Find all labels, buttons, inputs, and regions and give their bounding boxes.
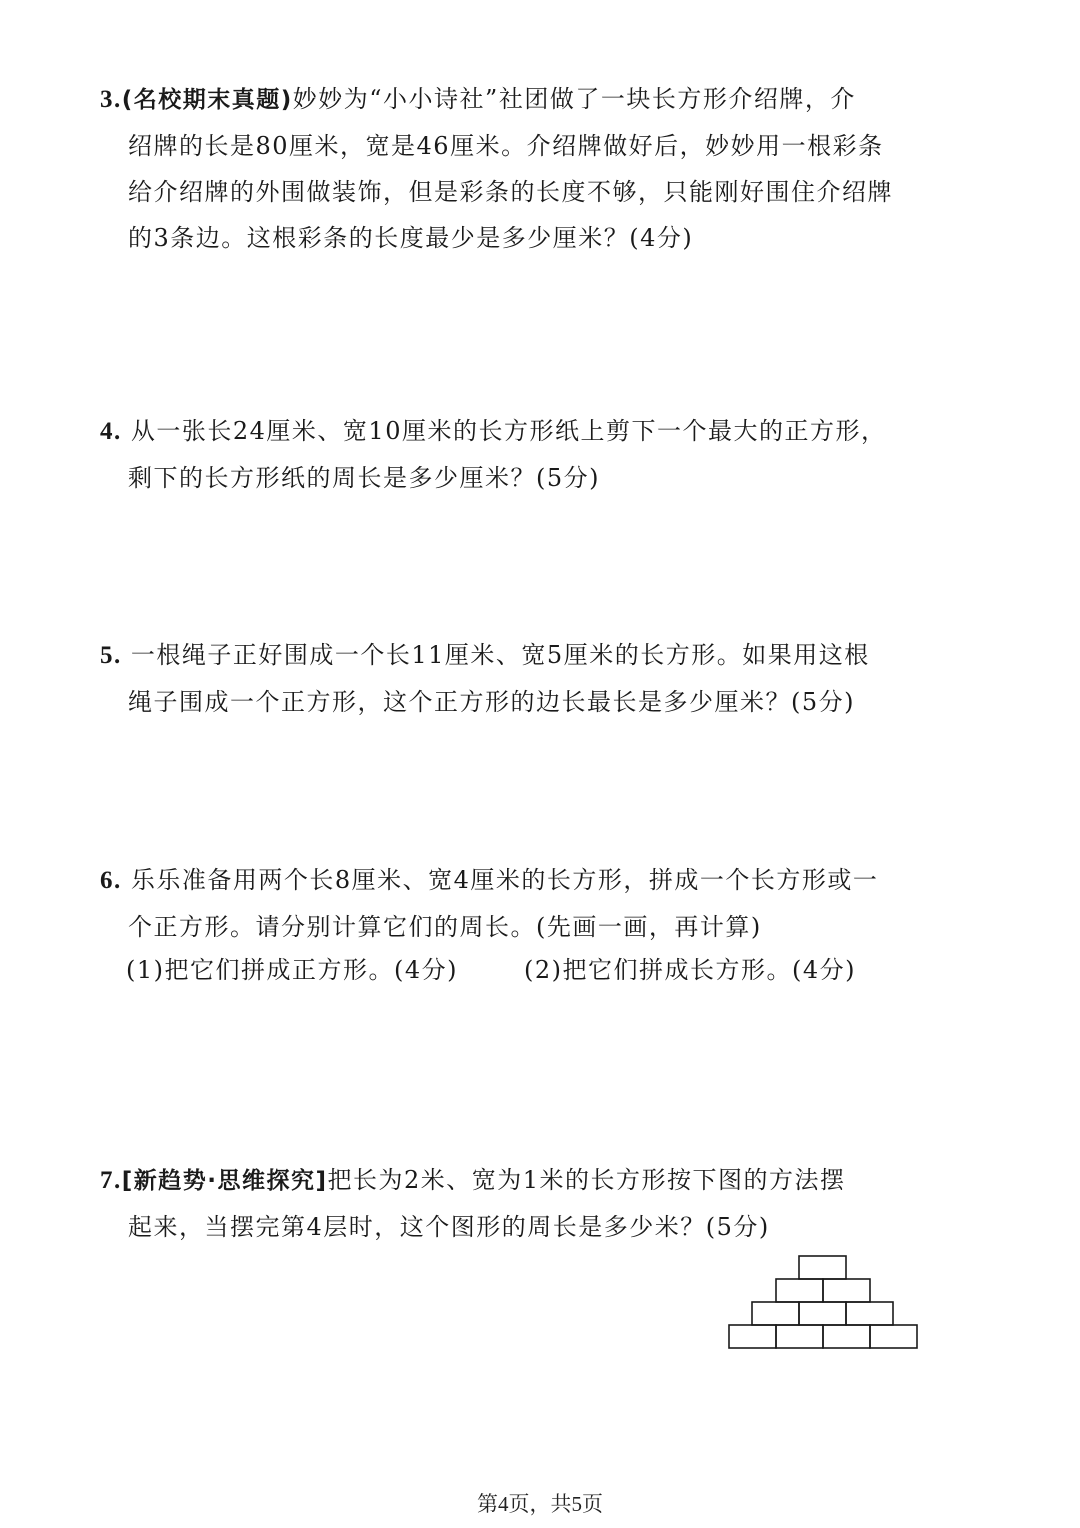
question-number: 4. — [100, 418, 122, 445]
question-6-line-1 — [100, 857, 930, 904]
question-4 — [100, 408, 930, 501]
question-3-line-3: 给介绍牌的外围做装饰，但是彩条的长度不够，只能刚好围住介绍牌 — [128, 178, 893, 206]
pyramid-rectangle — [729, 1325, 776, 1348]
pyramid-rectangle — [846, 1302, 893, 1325]
question-3-line-1 — [100, 76, 930, 123]
question-4-line-2: 剩下的长方形纸的周长是多少厘米？(5分) — [128, 464, 600, 492]
rectangle-pyramid-figure — [728, 1255, 918, 1349]
question-5-line-2: 绳子围成一个正方形，这个正方形的边长最长是多少厘米？(5分) — [128, 688, 855, 716]
question-3 — [100, 76, 930, 261]
pyramid-rectangle — [776, 1279, 823, 1302]
question-tag: (名校期末真题) — [121, 87, 293, 113]
question-tag: [新趋势·思维探究] — [121, 1168, 328, 1194]
question-number: 3. — [100, 86, 122, 113]
pyramid-rectangle — [799, 1256, 846, 1279]
question-6-part-2: (2)把它们拼成长方形。(4分) — [524, 956, 856, 984]
question-7-line-2: 起来，当摆完第4层时，这个图形的周长是多少米？(5分) — [128, 1213, 770, 1241]
question-3-line-2: 绍牌的长是80厘米，宽是46厘米。介绍牌做好后，妙妙用一根彩条 — [128, 132, 884, 160]
question-5-line-1 — [100, 632, 930, 679]
question-6-line-2: 个正方形。请分别计算它们的周长。(先画一画，再计算) — [128, 913, 762, 941]
pyramid-rectangle — [823, 1325, 870, 1348]
pyramid-rectangle — [776, 1325, 823, 1348]
question-6 — [100, 857, 930, 950]
page-footer: 第4页，共5页 — [477, 1492, 603, 1516]
pyramid-rectangle — [823, 1279, 870, 1302]
question-4-line-1 — [100, 408, 930, 455]
pyramid-rectangle — [752, 1302, 799, 1325]
pyramid-rectangle — [870, 1325, 917, 1348]
question-number: 5. — [100, 642, 122, 669]
question-text: 从一张长24厘米、宽10厘米的长方形纸上剪下一个最大的正方形， — [130, 417, 887, 445]
question-text: 一根绳子正好围成一个长11厘米、宽5厘米的长方形。如果用这根 — [130, 641, 870, 669]
question-7 — [100, 1157, 930, 1250]
question-text: 乐乐准备用两个长8厘米、宽4厘米的长方形，拼成一个长方形或一 — [130, 866, 879, 894]
question-number: 7. — [100, 1167, 122, 1194]
question-6-part-1: (1)把它们拼成正方形。(4分) — [126, 956, 458, 984]
question-5 — [100, 632, 930, 725]
question-text: 把长为2米、宽为1米的长方形按下图的方法摆 — [327, 1166, 846, 1194]
question-text: 妙妙为“小小诗社”社团做了一块长方形介绍牌，介 — [292, 85, 856, 113]
question-7-line-1 — [100, 1157, 930, 1204]
question-number: 6. — [100, 867, 122, 894]
pyramid-rectangle — [799, 1302, 846, 1325]
question-3-line-4: 的3条边。这根彩条的长度最少是多少厘米？(4分) — [128, 224, 694, 252]
